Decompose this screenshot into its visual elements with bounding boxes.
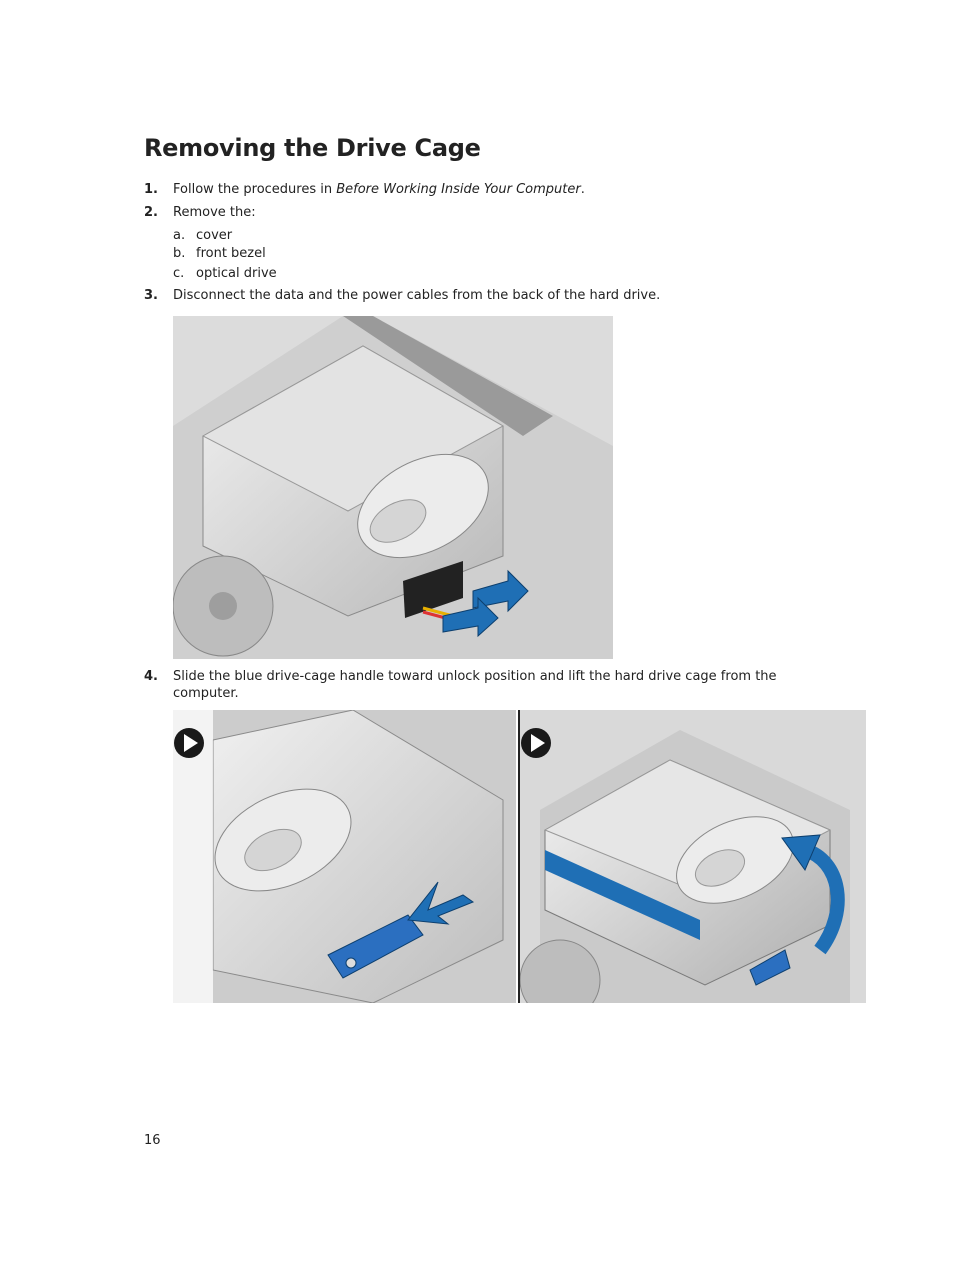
step-number: 3. [144,288,158,303]
substep-letter: c. [173,266,185,281]
substep-letter: a. [173,228,186,243]
step-text: Disconnect the data and the power cables from the back of the hard drive. [173,288,661,303]
drive-cage-cable-disconnect-illustration [173,316,613,659]
substep-text: front bezel [196,246,266,261]
step-text: Remove the: [173,205,256,220]
step-number: 2. [144,205,158,220]
step-number: 1. [144,182,158,197]
substep-c [173,265,277,282]
substep-a [173,227,232,244]
step-text-italic-link: Before Working Inside Your Computer [336,182,581,197]
step-text: Slide the blue drive-cage handle toward unlock position and lift the hard drive cage from the computer. [173,669,777,701]
drive-cage-handle-slide-illustration [173,710,516,1003]
step-number: 4. [144,669,158,684]
step-text-plain: Follow the procedures in [173,182,337,197]
substep-letter: b. [173,246,186,261]
substep-text: cover [196,228,233,243]
step-text-plain: . [580,182,585,197]
drive-cage-lift-illustration [520,710,866,1003]
substep-b [173,245,266,262]
step-text [173,181,803,198]
page-title: Removing the Drive Cage [144,134,481,162]
substep-text: optical drive [196,266,277,281]
page-number: 16 [144,1133,161,1148]
